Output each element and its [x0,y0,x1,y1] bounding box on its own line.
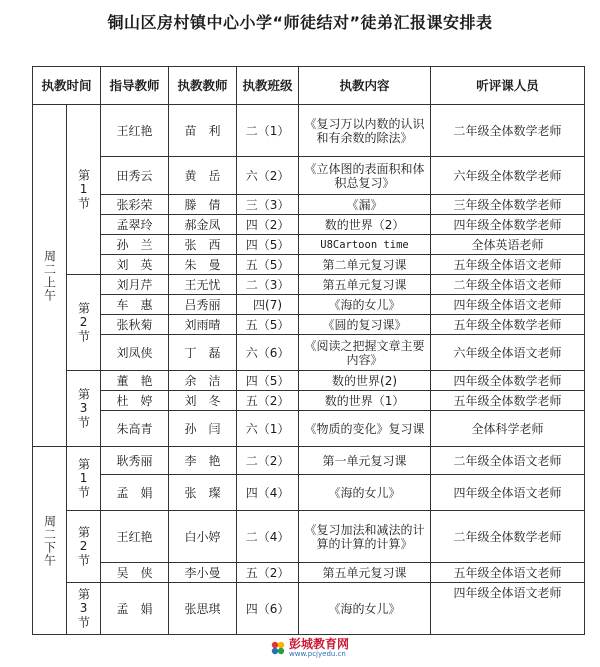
page-title: 铜山区房村镇中心小学“师徒结对”徒弟汇报课安排表 [107,13,493,32]
content-cell: 第五单元复习课 [299,563,431,583]
table-row [33,215,585,235]
class-cell: 三（3） [237,195,299,215]
mentor-cell: 王红艳 [101,511,169,563]
site-name: 彭城教育网 [289,637,350,651]
content-cell: 《圆的复习课》 [299,315,431,335]
teacher-cell: 苗 利 [169,105,237,157]
teacher-cell: 朱 曼 [169,255,237,275]
content-cell: 《复习加法和减法的计算的计算的计算》 [299,511,431,563]
mentor-cell: 孟翠玲 [101,215,169,235]
teacher-cell: 郝金凤 [169,215,237,235]
content-cell: 第二单元复习课 [299,255,431,275]
header-class: 执教班级 [237,67,299,105]
class-cell: 六（1） [237,411,299,447]
period-cell: 第3节 [67,371,101,447]
teacher-cell: 余 洁 [169,371,237,391]
class-cell: 二（1） [237,105,299,157]
mentor-cell: 刘月芹 [101,275,169,295]
audience-cell: 二年级全体语文老师 [431,447,585,475]
teacher-cell: 白小婷 [169,511,237,563]
table-header-row [33,67,585,105]
table-row [33,295,585,315]
audience-cell: 五年级全体语文老师 [431,255,585,275]
table-row [33,275,585,295]
period-cell: 第1节 [67,447,101,511]
teacher-cell: 王无忧 [169,275,237,295]
table-row [33,371,585,391]
mentor-cell: 孟 娟 [101,475,169,511]
site-url: www.pcjyedu.cn [289,650,346,658]
teacher-cell: 张 西 [169,235,237,255]
class-cell: 六（6） [237,335,299,371]
teacher-cell: 丁 磊 [169,335,237,371]
audience-cell: 全体英语老师 [431,235,585,255]
content-cell: 第五单元复习课 [299,275,431,295]
class-cell: 四（2） [237,215,299,235]
teacher-cell: 滕 倩 [169,195,237,215]
mentor-cell: 张秋菊 [101,315,169,335]
audience-cell: 四年级全体数学老师 [431,371,585,391]
header-audience: 听评课人员 [431,67,585,105]
teacher-cell: 刘 冬 [169,391,237,411]
content-cell: 《海的女儿》 [299,475,431,511]
class-cell: 六（2） [237,157,299,195]
teacher-cell: 刘雨晴 [169,315,237,335]
audience-cell: 六年级全体语文老师 [431,335,585,371]
teacher-cell: 孙 闫 [169,411,237,447]
class-cell: 二（3） [237,275,299,295]
class-cell: 四（5） [237,371,299,391]
table-row [33,563,585,583]
audience-cell: 五年级全体语文老师 [431,563,585,583]
table-row [33,511,585,563]
mentor-cell: 张彩荣 [101,195,169,215]
teacher-cell: 李 艳 [169,447,237,475]
class-cell: 五（2） [237,563,299,583]
content-cell: 第一单元复习课 [299,447,431,475]
table-row [33,195,585,215]
header-teacher: 执教教师 [169,67,237,105]
class-cell: 五（5） [237,315,299,335]
table-row [33,411,585,447]
table-row [33,315,585,335]
content-cell: 《物质的变化》复习课 [299,411,431,447]
class-cell: 四（5） [237,235,299,255]
audience-cell: 三年级全体数学老师 [431,195,585,215]
class-cell: 二（2） [237,447,299,475]
table-row [33,475,585,511]
mentor-cell: 孟 娟 [101,583,169,635]
mentor-cell: 车 惠 [101,295,169,315]
content-cell: 数的世界(2) [299,371,431,391]
table-row [33,255,585,275]
table-row [33,583,585,635]
mentor-cell: 田秀云 [101,157,169,195]
audience-cell: 四年级全体语文老师 [431,295,585,315]
mentor-cell: 董 艳 [101,371,169,391]
table-row [33,391,585,411]
audience-cell: 四年级全体语文老师 [431,475,585,511]
mentor-cell: 耿秀丽 [101,447,169,475]
period-cell: 第2节 [67,511,101,583]
audience-cell: 全体科学老师 [431,411,585,447]
audience-cell: 四年级全体语文老师 [431,583,585,635]
content-cell: 《漏》 [299,195,431,215]
audience-cell: 二年级全体数学老师 [431,511,585,563]
mentor-cell: 孙 兰 [101,235,169,255]
table-row [33,105,585,157]
table-row [33,335,585,371]
class-cell: 四（6） [237,583,299,635]
audience-cell: 四年级全体数学老师 [431,215,585,235]
site-logo-icon [270,640,286,656]
mentor-cell: 杜 婷 [101,391,169,411]
class-cell: 四(7) [237,295,299,315]
period-cell: 第1节 [67,105,101,275]
teacher-cell: 张思琪 [169,583,237,635]
header-content: 执教内容 [299,67,431,105]
content-cell: 《海的女儿》 [299,583,431,635]
audience-cell: 六年级全体数学老师 [431,157,585,195]
table-row [33,157,585,195]
class-cell: 二（4） [237,511,299,563]
content-cell: 《复习万以内数的认识和有余数的除法》 [299,105,431,157]
teacher-cell: 吕秀丽 [169,295,237,315]
mentor-cell: 王红艳 [101,105,169,157]
class-cell: 五（5） [237,255,299,275]
mentor-cell: 刘凤侠 [101,335,169,371]
content-cell: 数的世界（2） [299,215,431,235]
teacher-cell: 李小曼 [169,563,237,583]
teacher-cell: 黄 岳 [169,157,237,195]
period-cell: 第2节 [67,275,101,371]
schedule-table [32,66,585,635]
day-cell-tue-am: 周二上午 [33,105,67,447]
audience-cell: 五年级全体数学老师 [431,315,585,335]
audience-cell: 二年级全体数学老师 [431,105,585,157]
audience-cell: 二年级全体语文老师 [431,275,585,295]
class-cell: 五（2） [237,391,299,411]
class-cell: 四（4） [237,475,299,511]
period-cell: 第3节 [67,583,101,635]
day-cell-tue-pm: 周二下午 [33,447,67,635]
header-mentor: 指导教师 [101,67,169,105]
content-cell: U8Cartoon time [299,235,431,255]
table-row [33,447,585,475]
teacher-cell: 张 璨 [169,475,237,511]
content-cell: 《阅读之把握文章主要内容》 [299,335,431,371]
mentor-cell: 朱高青 [101,411,169,447]
audience-cell: 五年级全体数学老师 [431,391,585,411]
content-cell: 《海的女儿》 [299,295,431,315]
header-time: 执教时间 [33,67,101,105]
site-watermark [270,638,349,658]
table-row [33,235,585,255]
mentor-cell: 吴 侠 [101,563,169,583]
mentor-cell: 刘 英 [101,255,169,275]
content-cell: 数的世界（1） [299,391,431,411]
content-cell: 《立体图的表面积和体积总复习》 [299,157,431,195]
